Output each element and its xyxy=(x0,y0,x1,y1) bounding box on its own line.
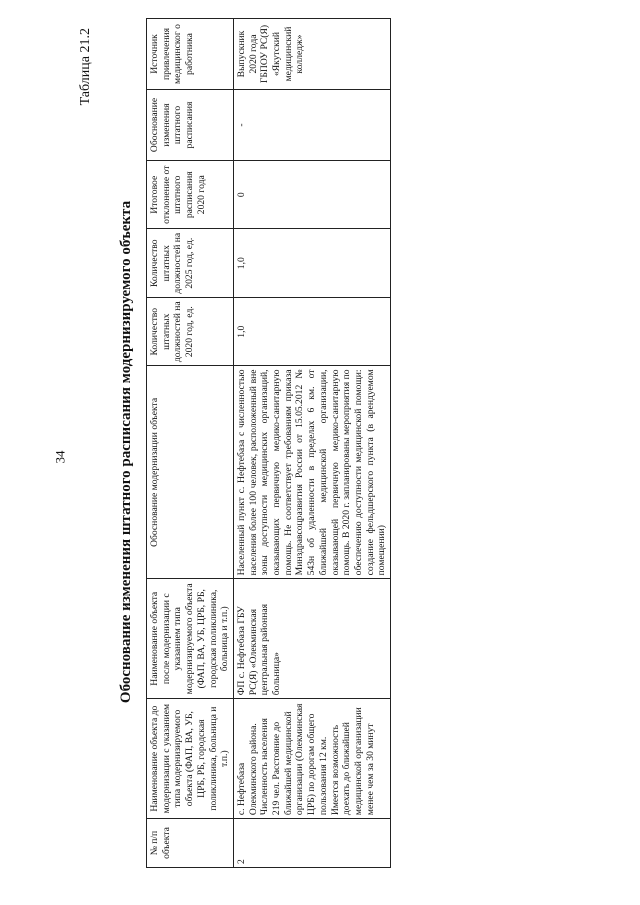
header-object-before: Наименование объекта до модернизации с указанием типа модернизируемого объекта (ФАП, ВА, УБ, ЦРБ, РБ, городская поликлиника, больница и т.п.) xyxy=(147,699,234,819)
header-object-after: Наименование объекта после модернизации с указанием типа модернизируемого объекта (ФАП, ВА, УБ, ЦРБ, РБ, городская поликлиника, больница и т.п.) xyxy=(147,579,234,699)
table-row xyxy=(233,19,390,868)
cell-staff-2020: 1,0 xyxy=(233,297,390,366)
cell-justification: Населенный пункт с. Нефтебаза с численностью населения более 100 человек, расположенный вне зоны доступности медицинских организаций, оказывающих первичную медико-санитарную помощь. Не соответствует требованиям приказа Минздравсоцразвития России от 15.05.2012 № 543н об удаленности в пределах 6 км. от ближайшей медицинской организации, оказывающей первичную медико-санитарную помощь. В 2020 г. запланированы мероприятия по обеспечению доступности медицинской помощи: создание фельдшерского пункта (в арендуемом помещении) xyxy=(233,366,390,579)
header-source: Источник привлечения медицинског о работника xyxy=(147,19,234,90)
cell-number: 2 xyxy=(233,819,390,868)
header-staff-justification: Обоснование изменения штатного расписания xyxy=(147,90,234,161)
header-staff-2025: Количество штатных должностей на 2025 год, ед. xyxy=(147,229,234,298)
cell-staff-2025: 1,0 xyxy=(233,229,390,298)
header-staff-2020: Количество штатных должностей на 2020 год, ед. xyxy=(147,297,234,366)
cell-object-before: с. Нефтебаза Олекминского района. Численность населения 219 чел. Расстояние до ближайшей медицинской организации (Олекминская ЦРБ) по дорогам общего пользования 12 км. Имеется возможность доехать до ближайшей медицинской организации менее чем за 30 минут xyxy=(233,699,390,819)
table-label: Таблица 21.2 xyxy=(78,28,93,106)
header-deviation: Итоговое отклонение от штатного расписания 2020 года xyxy=(147,160,234,229)
document-title: Обоснование изменения штатного расписания модернизируемого объекта xyxy=(118,200,134,704)
page-number: 34 xyxy=(52,450,67,464)
cell-deviation: 0 xyxy=(233,160,390,229)
staff-schedule-table xyxy=(146,18,391,868)
header-number: № п/п объекта xyxy=(147,819,234,868)
table-header-row xyxy=(147,19,234,868)
header-justification: Обоснование модернизации объекта xyxy=(147,366,234,579)
cell-staff-justification: - xyxy=(233,90,390,161)
cell-source: Выпускник 2020 года ГБПОУ РС(Я) «Якутский медицинский колледж» xyxy=(233,19,390,90)
rotated-page-content xyxy=(80,22,560,882)
cell-object-after: ФП с. Нефтебаза ГБУ РС(Я) «Олекминская центральная районная больница» xyxy=(233,579,390,699)
